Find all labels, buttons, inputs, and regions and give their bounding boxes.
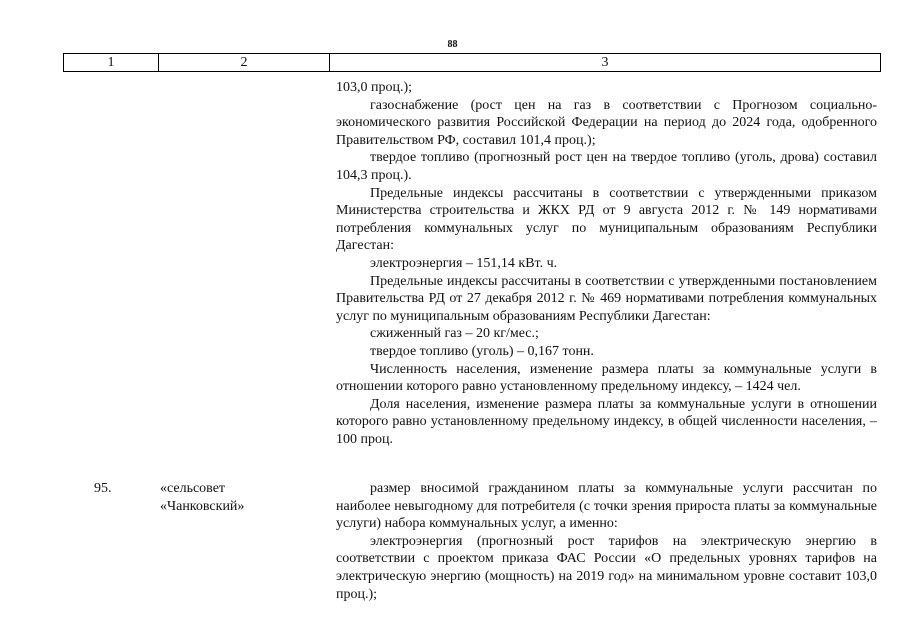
column-header-2: 2 bbox=[159, 54, 330, 72]
paragraph: твердое топливо (уголь) – 0,167 тонн. bbox=[370, 343, 594, 359]
paragraph: Численность населения, изменение размера платы за коммунальные услуги в отношении которого равно установленному предельному индексу, – 1424 чел. bbox=[336, 361, 877, 395]
paragraph: размер вносимой гражданином платы за коммунальные услуги рассчитан по наиболее невыгодному для потребителя (с точки зрения прироста платы за коммунальные услуги) набора коммунальных услуг, а именно: bbox=[336, 481, 877, 532]
column-header-table bbox=[63, 53, 881, 72]
paragraph: твердое топливо (прогнозный рост цен на твердое топливо (уголь, дрова) составил 104,3 проц.). bbox=[336, 150, 877, 183]
municipality-name-line: «сельсовет bbox=[160, 481, 226, 496]
municipality-name bbox=[160, 480, 244, 515]
row-95-text bbox=[336, 480, 877, 603]
page-number: 88 bbox=[447, 39, 458, 50]
paragraph: Предельные индексы рассчитаны в соответствии с утвержденными приказом Министерства строительства и ЖКХ РД от 9 августа 2012 г. № 149 нормативами потребления коммунальных услуг по муниципальным образованиям Республики Дагестан: bbox=[336, 185, 877, 254]
municipality-name-line: «Чанковский» bbox=[160, 498, 245, 514]
paragraph: электроэнергия (прогнозный рост тарифов на электрическую энергию в соответствии с проектом приказа ФАС России «О предельных уровнях тарифов на электрическую энергию (мощность) на 2019 год» на минимальном уровне составит 103,0 проц.); bbox=[336, 533, 877, 602]
paragraph: Доля населения, изменение размера платы за коммунальные услуги в отношении которого равно установленному предельному индексу, в общей численности населения, – 100 проц. bbox=[336, 396, 877, 447]
row-number: 95. bbox=[94, 481, 112, 496]
paragraph: Предельные индексы рассчитаны в соответствии с утвержденными постановлением Правительства РД от 27 декабря 2012 г. № 469 нормативами потребления коммунальных услуг по муниципальным образованиям Республики Дагестан: bbox=[336, 273, 877, 324]
paragraph: электроэнергия – 151,14 кВт. ч. bbox=[370, 255, 558, 271]
previous-row-text bbox=[336, 79, 877, 448]
column-header-3: 3 bbox=[330, 54, 881, 72]
column-header-1: 1 bbox=[64, 54, 159, 72]
paragraph: сжиженный газ – 20 кг/мес.; bbox=[370, 326, 539, 342]
paragraph: 103,0 проц.); bbox=[336, 80, 413, 95]
paragraph: газоснабжение (рост цен на газ в соответствии с Прогнозом социально-экономического развития Российской Федерации на период до 2024 года, одобренного Правительством РФ, составил 101,4 проц.); bbox=[336, 97, 877, 148]
